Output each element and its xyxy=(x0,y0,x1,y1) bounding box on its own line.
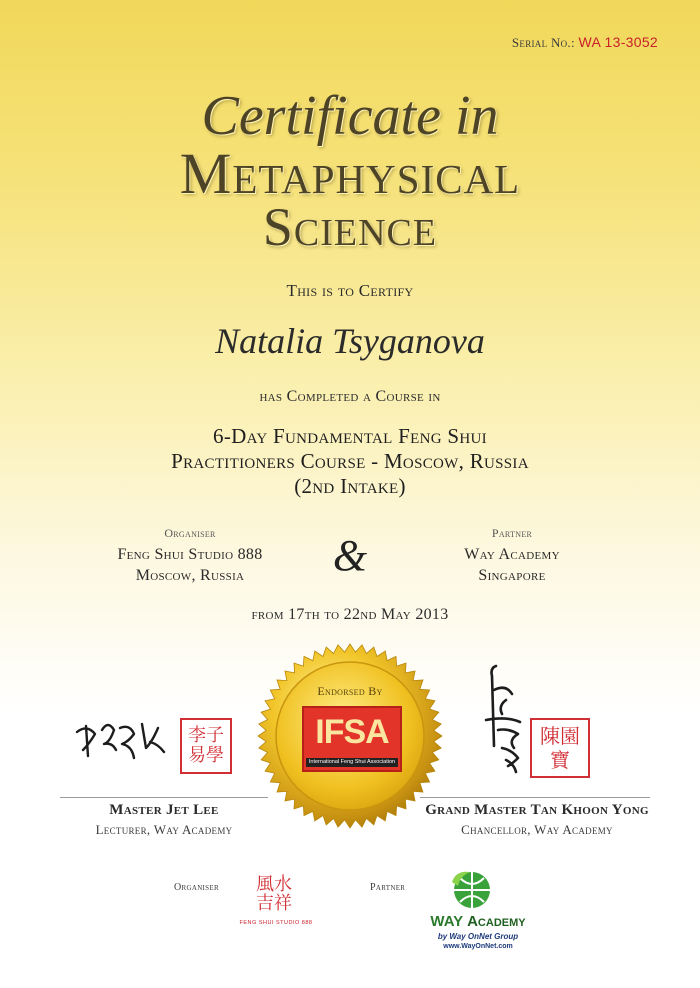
partner-name: Way Academy xyxy=(464,546,560,563)
footer-organiser-label: Organiser xyxy=(174,882,219,893)
organiser-label: Organiser xyxy=(164,526,216,540)
partner-block xyxy=(382,526,642,586)
footer-partner-label: Partner xyxy=(370,882,406,893)
course-dates: from 17th to 22nd May 2013 xyxy=(251,606,449,623)
serial-number xyxy=(512,34,658,51)
course-line2: Practitioners Course - Moscow, Russia xyxy=(171,449,529,473)
endorsed-by-label: Endorsed By xyxy=(317,684,383,698)
certificate-title-line1: Certificate in xyxy=(201,85,499,147)
organiser-logo-seal: 風水吉祥 xyxy=(256,874,292,914)
recipient-name: Natalia Tsyganova xyxy=(215,321,485,361)
organiser-block xyxy=(60,526,320,586)
course-line1: 6-Day Fundamental Feng Shui xyxy=(213,424,487,448)
ifsa-logo-text: IFSA xyxy=(315,713,389,751)
signatory-title-right: Chancellor, Way Academy xyxy=(461,822,613,837)
way-academy-url: www.WayOnNet.com xyxy=(443,943,513,950)
signature-jet-lee xyxy=(72,712,172,772)
signature-line-left xyxy=(60,797,268,798)
signatory-name-left: Master Jet Lee xyxy=(109,802,219,818)
partner-label: Partner xyxy=(491,526,533,540)
way-academy-wordmark xyxy=(418,913,538,930)
way-academy-globe-icon xyxy=(446,866,494,912)
completed-text: has Completed a Course in xyxy=(259,388,441,405)
certify-text: This is to Certify xyxy=(286,281,414,300)
certificate-title-line2: Metaphysical xyxy=(179,141,521,206)
course-title xyxy=(0,424,700,499)
partner-location: Singapore xyxy=(478,567,546,584)
way-academy-word1: WAY xyxy=(430,913,463,930)
organiser-name: Feng Shui Studio 888 xyxy=(117,546,263,563)
ampersand: & xyxy=(332,531,368,580)
seal-jet-lee: 李子易學 xyxy=(180,718,232,774)
ifsa-logo-subtitle: International Feng Shui Association xyxy=(306,758,398,767)
organiser-logo-caption: FENG SHUI STUDIO 888 xyxy=(239,920,313,926)
way-academy-by: by Way OnNet Group xyxy=(437,932,519,941)
organiser-location: Moscow, Russia xyxy=(135,567,245,584)
certificate-title-line3: Science xyxy=(262,197,438,257)
signatory-title-left: Lecturer, Way Academy xyxy=(95,822,233,837)
course-line3: (2nd Intake) xyxy=(294,474,406,498)
way-academy-word2: Academy xyxy=(467,913,526,930)
serial-value: WA 13-3052 xyxy=(578,34,658,50)
seal-tan-khoon-yong: 陳園寶 xyxy=(530,718,590,778)
signatory-name-right: Grand Master Tan Khoon Yong xyxy=(425,802,649,818)
signature-line-right xyxy=(420,797,650,798)
ifsa-logo xyxy=(302,706,402,772)
serial-label: Serial No.: xyxy=(511,35,575,50)
